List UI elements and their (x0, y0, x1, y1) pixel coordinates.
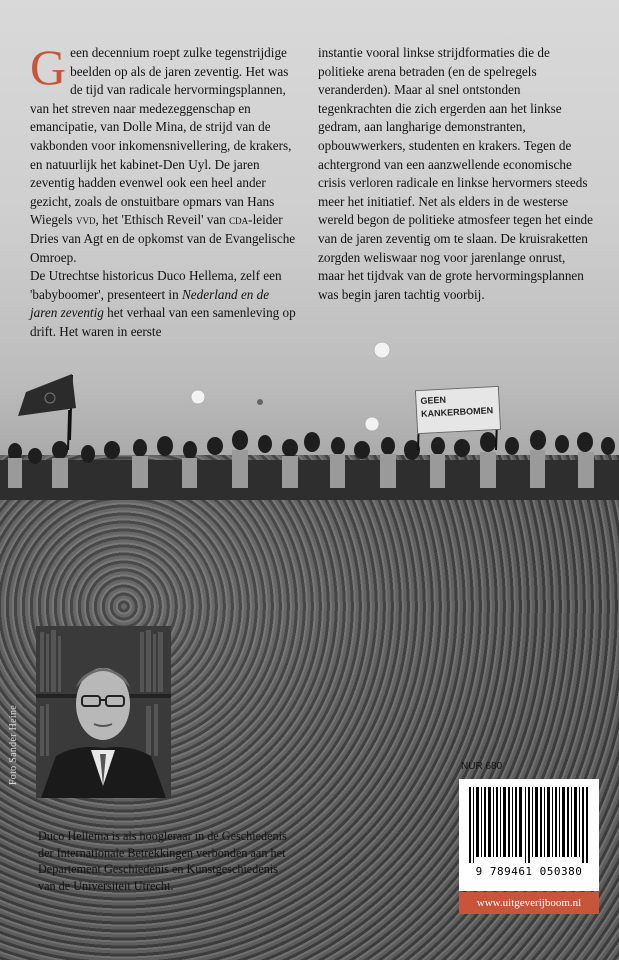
blurb-paragraph-3: instantie vooral linkse strijdformaties die de politieke arena betraden (en de spelregels veranderden). Maar al snel ontstonden tegenkrachten die zich ergerden aan het linkse gedram, aan langharige demonstranten, opbouwwerkers, studenten en krakers. Tegen de achtergrond van een aanzwellende economische crisis verloren radicale en linkse hervormers steeds meer het initiatief. Net als elders in de westerse wereld begon de politieke atmosfeer tegen het einde van de jaren zeventig om te slaan. De kruisraketten zorgden weliswaar nog voor jarenlange onrust, maar het tijdvak van de grote hervormingsplannen was begin jaren tachtig voorbij. (318, 45, 593, 302)
demonstration-crowd (0, 410, 619, 500)
book-title: Nederland en de jaren zeventig (30, 286, 270, 321)
photo-credit: Foto Sander Heine (8, 705, 19, 786)
isbn-digits: 9 789461 050380 (475, 865, 583, 878)
banner-line1: GEEN (420, 394, 447, 406)
blurb-paragraph-1 (30, 39, 298, 267)
nur-code: NUR 680 (461, 761, 503, 772)
publisher-url[interactable]: www.uitgeverijboom.nl (459, 892, 599, 914)
abbr-vvd: vvd (75, 212, 96, 228)
p2-end: het verhaal van een samenleving op drift. Het waren in eerste (30, 305, 296, 339)
p1-mid: , het 'Ethisch Reveil' van (95, 212, 230, 228)
red-flag (12, 370, 92, 440)
barcode-icon (469, 787, 589, 863)
abbr-cda: cda (229, 212, 249, 228)
blurb-right-column (318, 44, 594, 304)
protest-banner (415, 386, 501, 434)
balloon (257, 399, 263, 405)
dropcap: G (30, 39, 67, 95)
author-bio: Duco Hellema is als hoogleraar in de Geschiedenis der Internationale Betrekkingen verbonden aan het Departement Geschiedenis en Kunstgeschiedenis van de Universiteit Utrecht. (38, 829, 287, 893)
banner-line2: KANKERBOMEN (420, 405, 494, 419)
author-photo (36, 626, 171, 798)
p1-end: -leider Dries van Agt en de opkomst van de Evangelische Omroep. (30, 212, 296, 265)
p1-start: een decennium roept zulke tegenstrijdige beelden op als de jaren zeventig. Het was de tijd van radicale hervormingsplannen, van het streven naar medezeggenschap en emancipatie, van Dolle Mina, de strijd van de vakbonden voor inkomensnivellering, de krakers, en natuurlijk het kabinet-Den Uyl. De jaren zeventig hadden evenwel ook een heel ander gezicht, zoals de onstuitbare opmars van Hans Wiegels (30, 45, 292, 228)
balloon (191, 390, 205, 404)
p2-start: De Utrechtse historicus Duco Hellema, zelf een 'babyboomer', presenteert in (30, 268, 282, 302)
blurb-left-column (30, 39, 298, 342)
balloon (374, 342, 390, 358)
blurb-paragraph-2 (30, 267, 298, 341)
isbn-barcode (459, 779, 599, 891)
